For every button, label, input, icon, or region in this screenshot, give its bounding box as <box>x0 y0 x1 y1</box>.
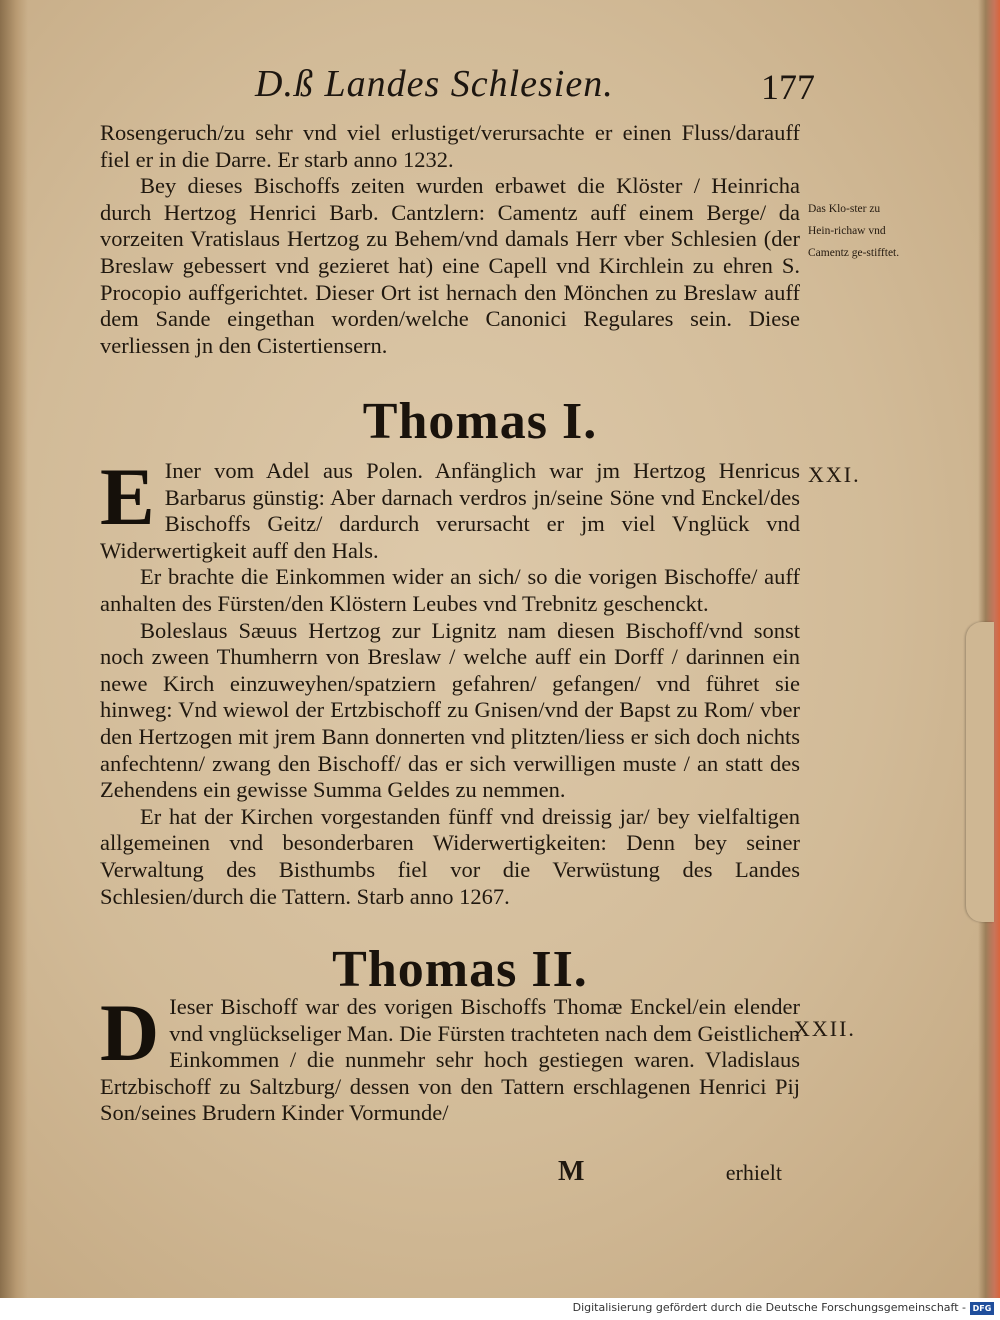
page-number: 177 <box>761 67 815 107</box>
paragraph: Rosengeruch/zu sehr vnd viel erlustiget/verursachte er einen Fluss/darauff fiel er in die Darre. Er starb anno 1232. <box>100 120 800 172</box>
paragraph: Er hat der Kirchen vorgestanden fünff vnd dreissig jar/ bey vielfaltigen allgemeinen vnd besonderbaren Widerwertigkeiten: Denn bey seiner Verwaltung des Bisthumbs fiel vor die Verwüstung des Landes Schlesien/durch die Tattern. Starb anno 1267. <box>100 803 800 909</box>
paragraph: Er brachte die Einkommen wider an sich/ so die vorigen Bischoffe/ auff anhalten des Fürsten/den Klöstern Leubes vnd Trebnitz geschenckt. <box>100 564 800 616</box>
text-block-thomas-1 <box>100 451 800 910</box>
page-tab <box>966 622 994 922</box>
catchword: erhielt <box>725 1160 782 1185</box>
funding-credit: Digitalisierung gefördert durch die Deutsche Forschungsgemeinschaft - <box>572 1301 966 1314</box>
dfg-logo-icon: DFG <box>970 1302 994 1315</box>
page-gutter-shadow <box>0 0 28 1298</box>
running-title: D.ß Landes Schlesien. <box>255 63 614 105</box>
paragraph: Bey dieses Bischoffs zeiten wurden erbawet die Klöster / Heinricha durch Hertzog Henrici Barb. Cantzlern: Camentz auff einem Berge/ da vorzeiten Vratislaus Hertzog zu Behem/vnd damals Herr vber Schlesien (der Breslaw gebessert vnd gezieret hat) eine Capell vnd Kirchlein zu ehren S. Procopio auffgerichtet. Dieser Ort ist hernach den Mönchen zu Breslaw auff dem Sande eingethan worden/welche Canonici Regulares sein. Diese verliessen jn den Cistertiensern. <box>100 173 800 358</box>
text-block-opening <box>100 120 800 359</box>
margin-numeral-xxi: XXI. <box>808 462 861 487</box>
decorated-initial: E <box>100 451 155 542</box>
decorated-initial: D <box>100 987 160 1078</box>
text-block-thomas-2 <box>100 987 800 1127</box>
margin-numeral-xxii: XXII. <box>794 1016 856 1041</box>
page-header <box>255 62 815 122</box>
footer-bar <box>0 1298 1000 1320</box>
paragraph: Boleslaus Sæuus Hertzog zur Lignitz nam diesen Bischoff/vnd sonst noch zween Thumherrn von Breslaw / welche auff ein Dorff / darinnen ein newe Kirch einzuweyhen/spatziern gefahren/ gefangen/ vnd führet sie hinweg: Vnd wiewol der Ertzbischoff zu Gnisen/vnd der Bapst zu Rom/ vber den Hertzogen mit jrem Bann donnerten vnd plitzten/liess er sich doch nichts anfechtenn/ zwang den Bischoff/ das er sich verwilligen muste / an statt des Zehendens ein gewisse Summa Geldes zu nemmen. <box>100 617 800 803</box>
section-heading-thomas-1: Thomas I. <box>362 393 598 450</box>
signature-mark: M <box>558 1156 585 1187</box>
margin-note-monasteries: Das Klo-ster zu Hein-richaw vnd Camentz ge-stifftet. <box>808 203 900 259</box>
paragraph: E Iner vom Adel aus Polen. Anfänglich war jm Hertzog Henricus Barbarus günstig: Aber darnach verdros jn/seine Söne vnd Enckel/des Bischoffs Geitz/ dardurch verursacht er jm viel Vnglück vnd Widerwertigkeit auff den Hals. <box>100 451 800 563</box>
paragraph: D Ieser Bischoff war des vorigen Bischoffs Thomæ Enckel/ein elender vnd vnglückseliger Man. Die Fürsten trachteten nach dem Geistlichen Einkommen / die nunmehr sehr hoch gestiegen waren. Vladislaus Ertzbischoff zu Saltzburg/ dessen von den Tattern erschlagenen Henrici Pij Son/seines Brudern Kinder Vormunde/ <box>100 987 800 1126</box>
section-heading-thomas-2: Thomas II. <box>332 941 588 998</box>
